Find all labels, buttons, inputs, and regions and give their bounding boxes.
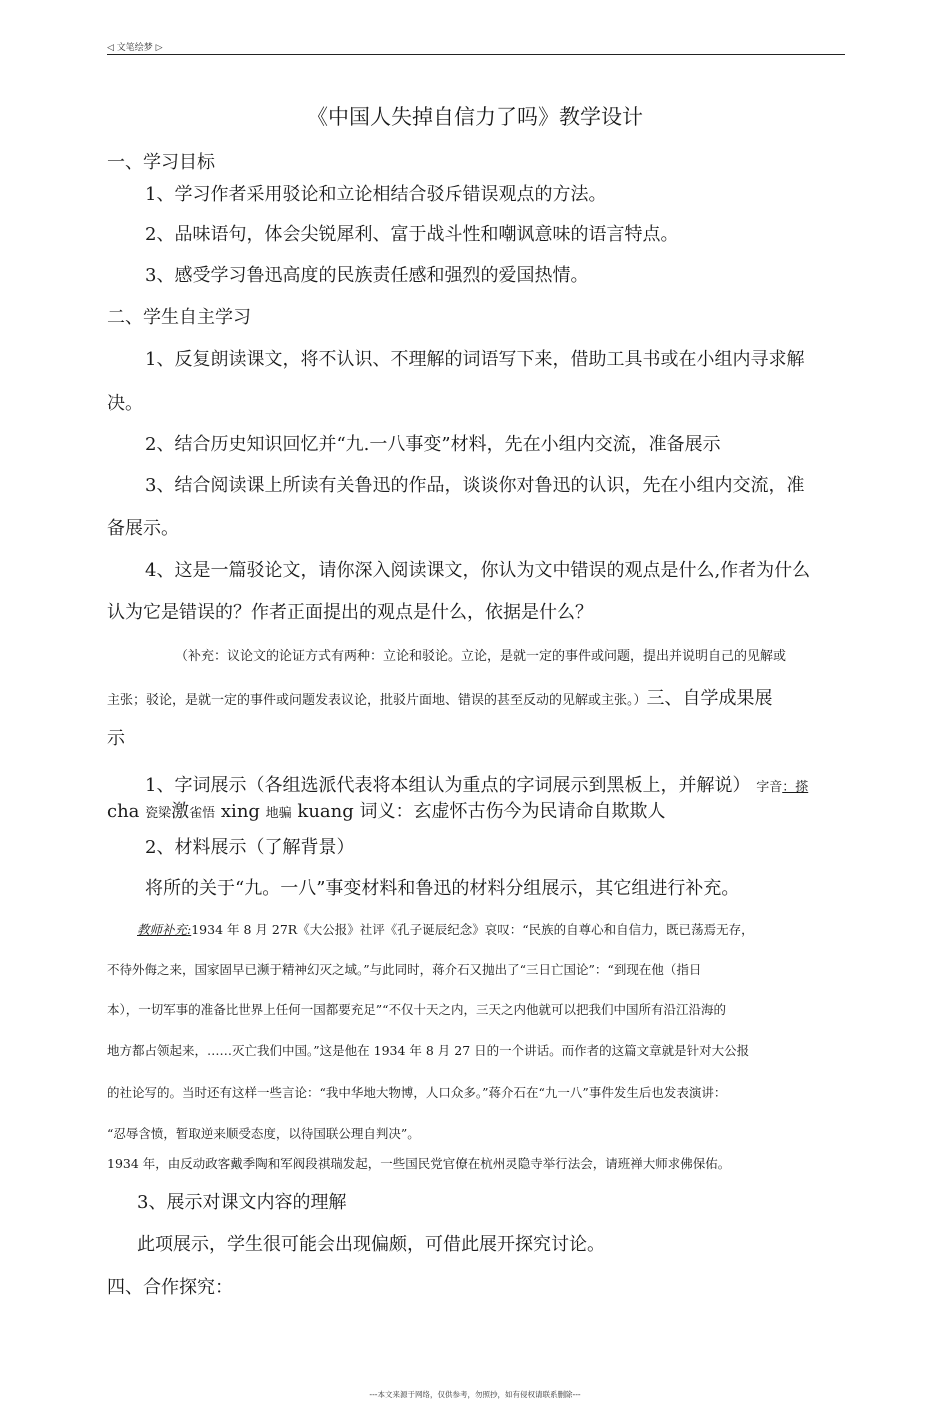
page-header: ◁ 文笔绘梦 ▷ — [107, 43, 163, 53]
goal-item-3: 3、感受学习鲁迅高度的民族责任感和强烈的爱国热情。 — [145, 265, 589, 286]
supplement-note-line2 — [107, 684, 773, 710]
self-study-item-4-line2: 认为它是错误的？作者正面提出的观点是什么，依据是什么？ — [107, 602, 593, 623]
word-quewu: 雀悟 — [189, 806, 216, 821]
teacher-supplement-line6: “忍辱含愤，暂取逆来顺受态度，以待国联公理自判决”。 — [107, 1126, 420, 1141]
goal-item-2: 2、品味语句，体会尖锐犀利、富于战斗性和嘲讽意味的语言特点。 — [145, 224, 679, 245]
self-study-item-1-line1: 1、反复朗读课文，将不认识、不理解的词语写下来，借助工具书或在小组内寻求解 — [145, 349, 805, 370]
goal-item-1: 1、学习作者采用驳论和立论相结合驳斥错误观点的方法。 — [145, 184, 607, 205]
page-footer: ---本文来源于网络，仅供参考，勿照抄，如有侵权请联系删除--- — [369, 1390, 581, 1399]
section-heading-results: 三、自学成果展 — [646, 688, 773, 709]
document-title: 《中国人失掉自信力了吗》教学设计 — [307, 105, 643, 129]
pronunciation-label: 字音 — [756, 780, 783, 795]
results-item-1-line2 — [107, 797, 666, 823]
word-ji: 激 — [171, 801, 190, 822]
results-item-2-detail: 将所的关于“九。一八”事变材料和鲁迅的材料分组展示，其它组进行补充。 — [145, 878, 740, 899]
teacher-supplement-line5: 的社论写的。当时还有这样一些言论：“我中华地大物博，人口众多。”蒋介石在“九一八”事件发生后也发表演讲： — [107, 1085, 727, 1100]
section-heading-self-study: 二、学生自主学习 — [107, 307, 251, 328]
teacher-supplement-line1 — [137, 920, 754, 938]
self-study-item-1-line2: 决。 — [107, 393, 143, 414]
teacher-supplement-line2: 不待外侮之来，国家固早已濒于精神幻灭之域。”与此同时，蒋介石又抛出了“三日亡国论”：“到现在他（指日 — [107, 962, 702, 977]
self-study-item-3-line1: 3、结合阅读课上所读有关鲁迅的作品，谈谈你对鲁迅的认识，先在小组内交流，准 — [145, 475, 805, 496]
supplement-note-text: 主张；驳论，是就一定的事件或问题发表议论，批驳片面地、错误的甚至反动的见解或主张。） — [107, 693, 647, 708]
word-dipian: 地骗 — [265, 806, 292, 821]
results-item-2: 2、材料展示（了解背景） — [145, 837, 355, 858]
results-item-1-text: 1、字词展示（各组选派代表将本组认为重点的字词展示到黑板上，并解说） — [145, 775, 751, 796]
section-heading-results-tail: 示 — [107, 728, 125, 749]
word-ciliang: 瓷梁 — [145, 806, 172, 821]
self-study-item-3-line2: 备展示。 — [107, 518, 179, 539]
teacher-supplement-text1: 1934 年 8 月 27R《大公报》社评《孔子诞辰纪念》哀叹：“民族的自尊心和自信力，既已荡焉无存， — [191, 922, 754, 937]
pronunciation-word: ：搽 — [782, 780, 809, 795]
results-item-3-detail: 此项展示，学生很可能会出现偏颇，可借此展开探究讨论。 — [137, 1234, 605, 1255]
section-heading-cooperation: 四、合作探究： — [107, 1277, 233, 1298]
word-meanings: 词义：玄虚怀古伤今为民请命自欺欺人 — [359, 801, 666, 822]
self-study-item-2: 2、结合历史知识回忆并“九.一八事变”材料，先在小组内交流，准备展示 — [145, 434, 721, 455]
teacher-supplement-line3: 本），一切军事的准备比世界上任何一国都要充足”“不仅十天之内，三天之内他就可以把我们中国所有沿江沿海的 — [107, 1002, 727, 1017]
teacher-supplement-line4: 地方都占领起来，……灭亡我们中国。”这是他在 1934 年 8 月 27 日的一个讲话。而作者的这篇文章就是针对大公报 — [107, 1043, 750, 1058]
pinyin-xing: xing — [220, 801, 260, 822]
pinyin-cha: cha — [107, 801, 140, 822]
teacher-supplement-line7: 1934 年，由反动政客戴季陶和军阀段祺瑞发起，一些国民党官僚在杭州灵隐寺举行法会，请班禅大师求佛保佑。 — [107, 1156, 731, 1171]
self-study-item-4-line1: 4、这是一篇驳论文，请你深入阅读课文，你认为文中错误的观点是什么,作者为什么 — [145, 560, 811, 581]
results-item-3: 3、展示对课文内容的理解 — [137, 1192, 347, 1213]
section-heading-goals: 一、学习目标 — [107, 152, 215, 173]
results-item-1-line1 — [145, 771, 808, 797]
teacher-supplement-label: 教师补充: — [137, 922, 192, 937]
supplement-note-line1: （补充：议论文的论证方式有两种：立论和驳论。立论，是就一定的事件或问题，提出并说明自己的见解或 — [175, 649, 787, 664]
header-rule — [107, 54, 845, 55]
pinyin-kuang: kuang — [297, 801, 354, 822]
